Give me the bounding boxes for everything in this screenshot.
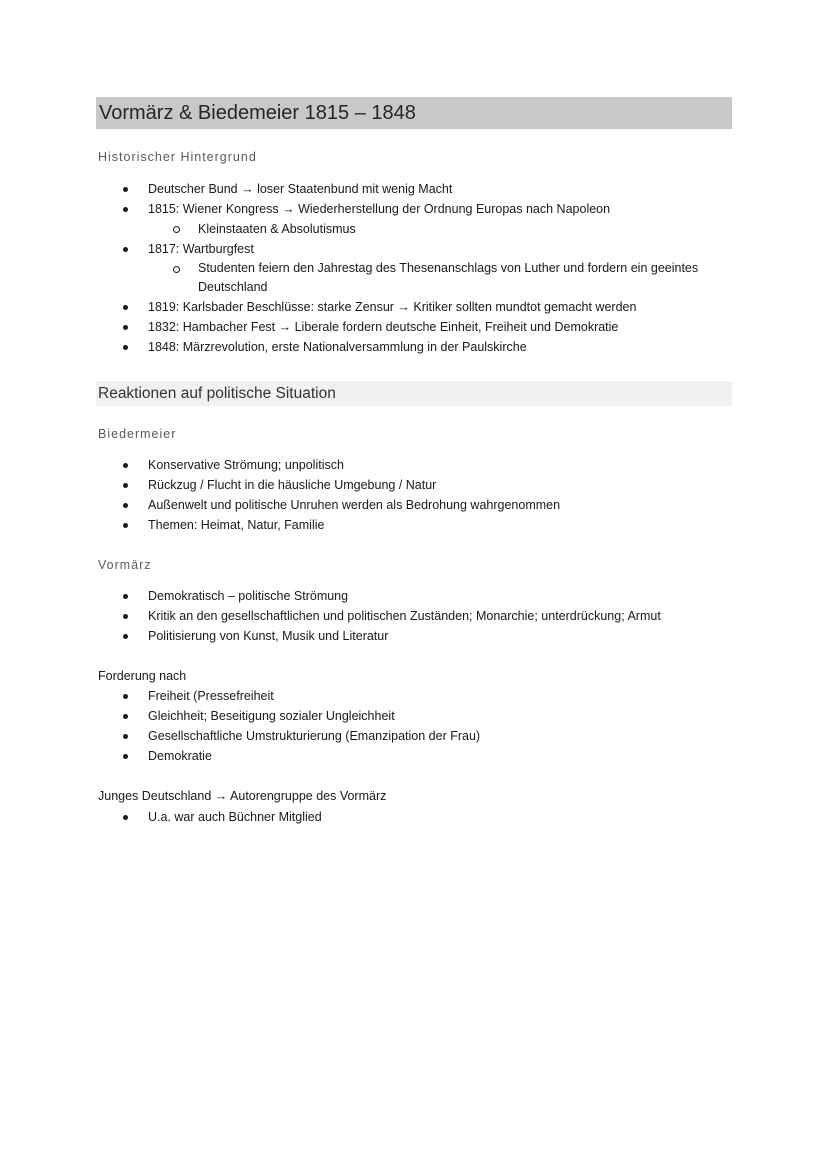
- title-bar: [96, 97, 732, 129]
- list-item: U.a. war auch Büchner Mitglied: [0, 807, 700, 827]
- list-item: 1815: Wiener Kongress → Wiederherstellung der Ordnung Europas nach Napoleon: [0, 199, 700, 219]
- list-item: Kritik an den gesellschaftlichen und politischen Zuständen; Monarchie; unterdrückung; Armut: [0, 606, 700, 626]
- historischer-list: [0, 179, 700, 357]
- list-item: Außenwelt und politische Unruhen werden als Bedrohung wahrgenommen: [0, 495, 700, 515]
- list-item: Gleichheit; Beseitigung sozialer Ungleichheit: [0, 706, 700, 726]
- list-item: 1819: Karlsbader Beschlüsse: starke Zensur → Kritiker sollten mundtot gemacht werden: [0, 297, 700, 317]
- junges-deutschland-label: Junges Deutschland → Autorengruppe des Vormärz: [98, 789, 387, 803]
- heading-reaktionen: Reaktionen auf politische Situation: [98, 385, 336, 402]
- biedermeier-list: [0, 455, 700, 535]
- vormaerz-list: [0, 586, 700, 646]
- heading-biedermeier: Biedermeier: [98, 427, 177, 441]
- forderung-list: [0, 686, 700, 766]
- list-item: 1817: Wartburgfest: [0, 239, 700, 259]
- list-item: 1848: Märzrevolution, erste Nationalversammlung in der Paulskirche: [0, 337, 700, 357]
- list-item: Gesellschaftliche Umstrukturierung (Emanzipation der Frau): [0, 726, 700, 746]
- sub-list-item: Studenten feiern den Jahrestag des Thesenanschlags von Luther und fordern ein geeintes Deutschland: [0, 259, 700, 297]
- list-item: Demokratisch – politische Strömung: [0, 586, 700, 606]
- forderung-label: Forderung nach: [98, 669, 187, 683]
- section-heading-bar: [96, 381, 732, 406]
- document-title: Vormärz & Biedemeier 1815 – 1848: [99, 102, 416, 124]
- list-item: 1832: Hambacher Fest → Liberale fordern deutsche Einheit, Freiheit und Demokratie: [0, 317, 700, 337]
- list-item: Politisierung von Kunst, Musik und Literatur: [0, 626, 700, 646]
- heading-vormaerz: Vormärz: [98, 558, 152, 572]
- list-item: Deutscher Bund → loser Staatenbund mit wenig Macht: [0, 179, 700, 199]
- list-item: Rückzug / Flucht in die häusliche Umgebung / Natur: [0, 475, 700, 495]
- list-item: Themen: Heimat, Natur, Familie: [0, 515, 700, 535]
- list-item: Konservative Strömung; unpolitisch: [0, 455, 700, 475]
- list-item: Demokratie: [0, 746, 700, 766]
- junges-list: [0, 807, 700, 827]
- heading-historischer-hintergrund: Historischer Hintergrund: [98, 150, 257, 164]
- list-item: Freiheit (Pressefreiheit: [0, 686, 700, 706]
- sub-list-item: Kleinstaaten & Absolutismus: [0, 219, 700, 239]
